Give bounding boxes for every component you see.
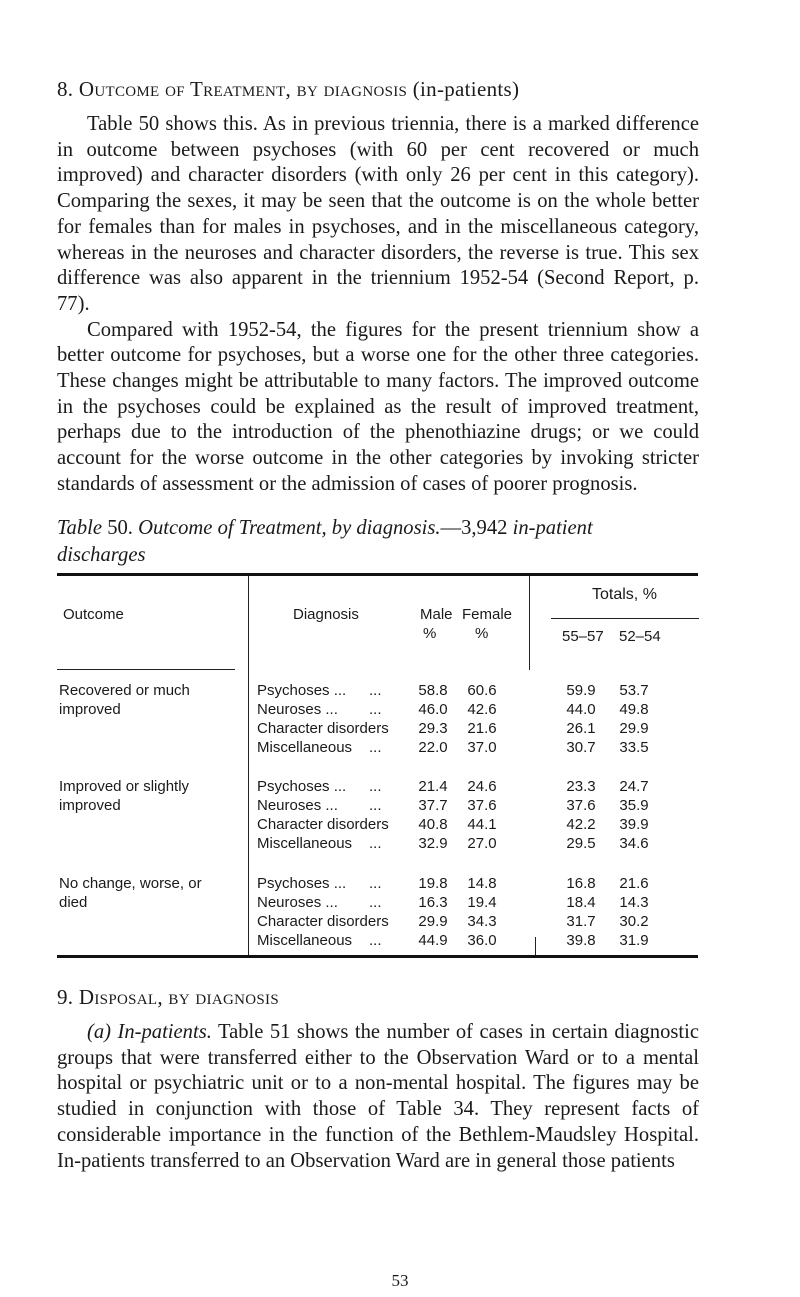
table-row-female: 27.0 [467,835,497,852]
table-row-dots: ... [369,682,382,699]
table-row-dots: ... [369,778,382,795]
caption-number: 50. [107,517,133,539]
header-female-pct: % [475,625,489,642]
table-row-diagnosis: Miscellaneous [257,835,353,852]
paragraph-2: Compared with 1952-54, the figures for the present triennium show a better outcome for psychoses, but a worse one for the other three categories. These changes might be attributable to many factors. The improved outcome in the psychoses could be explained as the result of improved treatment, perhaps due to the introduction of the phenothiazine drugs; or we could account for the worse outcome in the other categories by invoking stricter standards of assessment or the admission of cases of poorer prognosis. [57,318,699,495]
table-row-female: 24.6 [467,778,497,795]
table-caption [57,515,717,569]
para3-label: (a) [87,1021,112,1043]
table-row-female: 37.6 [467,797,497,814]
table-row-male: 16.3 [418,894,448,911]
table-row-total-2: 34.6 [619,835,649,852]
header-outcome: Outcome [63,606,124,623]
table-row-female: 42.6 [467,701,497,718]
vrule-totals [529,576,530,670]
table-row-total-2: 21.6 [619,875,649,892]
table-row-diagnosis: Psychoses ... [257,875,347,892]
table-row-dots: ... [369,875,382,892]
caption-label: Table [57,517,103,539]
table-row-female: 37.0 [467,739,497,756]
table-row-female: 19.4 [467,894,497,911]
section-8-title-tail: (in-patients) [412,77,520,101]
group-1-outcome-2: improved [59,701,121,718]
table-row-diagnosis: Character disorders [257,720,389,737]
page-number: 53 [391,1271,409,1290]
table-row-total-1: 16.8 [566,875,596,892]
body-text-top [57,112,699,498]
table-row-dots: ... [369,701,382,718]
table-row-female: 36.0 [467,932,497,949]
table-row-female: 14.8 [467,875,497,892]
table-row-female: 44.1 [467,816,497,833]
table-row-female: 21.6 [467,720,497,737]
caption-title-1: Outcome of Treatment, by diagnosis. [138,517,441,539]
table-row-total-2: 33.5 [619,739,649,756]
table-row-total-2: 29.9 [619,720,649,737]
table-row-dots: ... [369,894,382,911]
caption-count: —3,942 [440,517,508,539]
section-9-number: 9. [57,985,74,1009]
table-row-diagnosis: Character disorders [257,816,389,833]
table-row-total-1: 37.6 [566,797,596,814]
table-row-male: 19.8 [418,875,448,892]
group-1-outcome: Recovered or much [59,682,190,699]
group-3-outcome-2: died [59,894,88,911]
table-row-male: 44.9 [418,932,448,949]
table-row-male: 37.7 [418,797,448,814]
table-row-total-2: 31.9 [619,932,649,949]
para3-label-title: In-patients. [117,1021,212,1043]
table-row-male: 22.0 [418,739,448,756]
table-row-total-2: 24.7 [619,778,649,795]
table-row-total-1: 39.8 [566,932,596,949]
table-row-dots: ... [369,835,382,852]
table-row-total-2: 39.9 [619,816,649,833]
table-row-diagnosis: Miscellaneous [257,932,353,949]
table-row-diagnosis: Miscellaneous [257,739,353,756]
header-diagnosis: Diagnosis [293,606,359,623]
table-row-total-2: 53.7 [619,682,649,699]
paragraph-3 [57,1020,699,1174]
table-row-total-1: 44.0 [566,701,596,718]
table-row-total-2: 14.3 [619,894,649,911]
vrule-outcome-body [248,670,249,955]
header-male-pct: % [423,625,437,642]
table-bottom-rule [57,955,698,958]
table-row-total-2: 49.8 [619,701,649,718]
table-row-total-1: 26.1 [566,720,596,737]
table-row-diagnosis: Psychoses ... [257,778,347,795]
header-female: Female [462,606,513,623]
table-row-total-1: 31.7 [566,913,596,930]
table-row-total-1: 59.9 [566,682,596,699]
table-row-male: 58.8 [418,682,448,699]
table-row-dots: ... [369,797,382,814]
header-male: Male [420,606,453,623]
section-8-title: Outcome of Treatment, by diagnosis [78,77,408,101]
table-top-rule [57,573,698,576]
table-row-diagnosis: Psychoses ... [257,682,347,699]
group-3-outcome: No change, worse, or [59,875,202,892]
table-row-diagnosis: Neuroses ... [257,701,338,718]
table-row-dots: ... [369,932,382,949]
table-row-total-1: 18.4 [566,894,596,911]
header-total-55-57: 55–57 [562,628,604,645]
group-2-outcome-2: improved [59,797,121,814]
vrule-outcome [248,576,249,670]
table-row-total-1: 23.3 [566,778,596,795]
table-row-female: 60.6 [467,682,497,699]
table-row-female: 34.3 [467,913,497,930]
table-row-male: 21.4 [418,778,448,795]
section-9-title: Disposal, by diagnosis [78,985,279,1009]
header-totals: Totals, % [592,586,657,603]
table-row-diagnosis: Neuroses ... [257,894,338,911]
vrule-totals-end [535,937,536,955]
section-9-heading [57,985,279,1010]
header-total-52-54: 52–54 [619,628,661,645]
table-row-male: 40.8 [418,816,448,833]
section-8-heading [57,77,519,102]
caption-title-2: in-patient [512,517,593,539]
table-row-male: 29.3 [418,720,448,737]
table-row-male: 46.0 [418,701,448,718]
caption-title-3: discharges [57,544,146,566]
group-2-outcome: Improved or slightly [59,778,190,795]
body-text-bottom [57,1020,699,1174]
totals-subrule [551,618,699,619]
table-row-diagnosis: Neuroses ... [257,797,338,814]
paragraph-1: Table 50 shows this. As in previous triennia, there is a marked difference in outcome between psychoses (with 60 per cent recovered or much improved) and character disorders (with only 26 per cent in this category). Comparing the sexes, it may be seen that the outcome is on the whole better for females than for males in psychoses, and in the miscellaneous category, whereas in the neuroses and character disorders, the reverse is true. This sex difference was also apparent in the triennium 1952-54 (Second Report, p. 77). [57,113,699,315]
table-row-male: 29.9 [418,913,448,930]
table-row-total-2: 30.2 [619,913,649,930]
table-row-total-1: 30.7 [566,739,596,756]
header-rule-outcome [57,669,235,670]
table-row-male: 32.9 [418,835,448,852]
para3-text: Table 51 shows the number of cases in certain diagnostic groups that were transferred either to the Observation Ward or to a mental hospital or psychiatric unit or to a non-mental hospital. The figures may be studied in conjunction with those of Table 34. They represent facts of considerable importance in the function of the Bethlem-Maudsley Hospital. In-patients transferred to an Observation Ward are in general those patients [57,1021,699,1172]
table-row-total-2: 35.9 [619,797,649,814]
section-8-number: 8. [57,77,74,101]
table-row-dots: ... [369,739,382,756]
table-row-total-1: 42.2 [566,816,596,833]
table-row-total-1: 29.5 [566,835,596,852]
table-row-diagnosis: Character disorders [257,913,389,930]
